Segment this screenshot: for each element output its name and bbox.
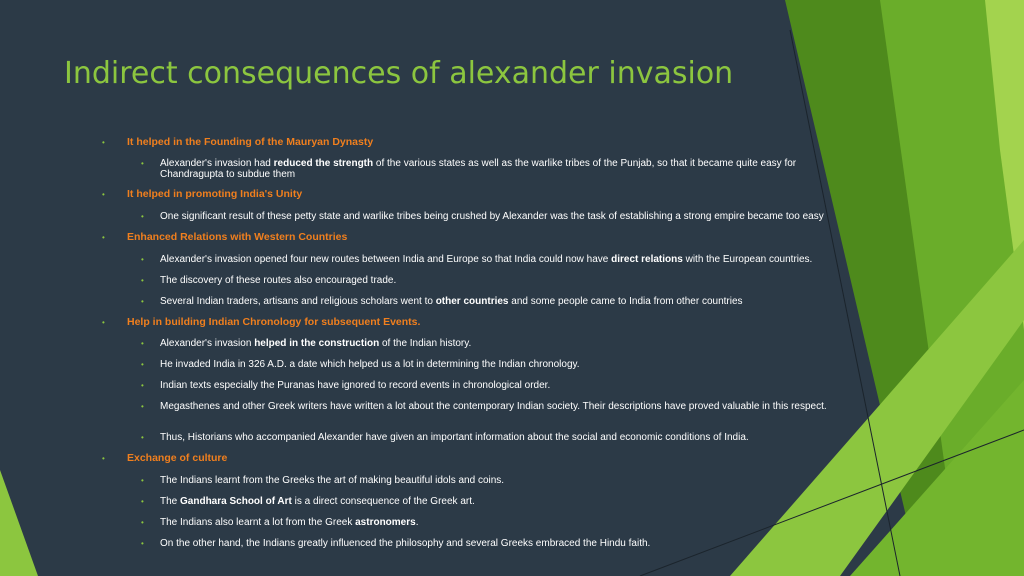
bullet: •: [141, 360, 144, 369]
bullet: •: [102, 454, 105, 463]
section-heading-chronology: [102, 317, 902, 328]
heading-text: Help in building Indian Chronology for subsequent Events.: [127, 316, 421, 328]
list-item: [141, 254, 901, 265]
bullet: •: [102, 318, 105, 327]
bullet: •: [102, 233, 105, 242]
item-text: Alexander's invasion helped in the construction of the Indian history.: [160, 338, 472, 349]
item-text: The Gandhara School of Art is a direct consequence of the Greek art.: [160, 496, 475, 507]
bullet: •: [141, 476, 144, 485]
list-item: [141, 538, 841, 549]
item-text: Megasthenes and other Greek writers have written a lot about the contemporary Indian society. Their descriptions have proved valuable in this respect.: [160, 401, 827, 412]
list-item: [141, 475, 841, 486]
list-item: [141, 338, 841, 349]
list-item: [141, 432, 901, 443]
item-text: Thus, Historians who accompanied Alexander have given an important information about the social and economic conditions of India.: [160, 432, 749, 443]
list-item: [141, 401, 841, 412]
bullet: •: [141, 433, 144, 442]
heading-text: Enhanced Relations with Western Countries: [127, 231, 348, 243]
list-item: [141, 275, 841, 286]
list-item: [141, 359, 841, 370]
bullet: •: [141, 402, 144, 411]
list-item: [141, 517, 841, 528]
item-text: He invaded India in 326 A.D. a date which helped us a lot in determining the Indian chronology.: [160, 359, 580, 370]
item-text: Alexander's invasion opened four new routes between India and Europe so that India could now have direct relations with the European countries.: [160, 254, 813, 265]
bullet: •: [102, 190, 105, 199]
list-item: [141, 296, 841, 307]
item-text: The Indians also learnt a lot from the Greek astronomers.: [160, 517, 419, 528]
section-heading-relations: [102, 232, 902, 243]
item-text: The discovery of these routes also encouraged trade.: [160, 275, 397, 286]
bullet: •: [141, 276, 144, 285]
list-item: [141, 158, 841, 180]
heading-text: Exchange of culture: [127, 452, 228, 464]
section-heading-mauryan: [102, 137, 902, 148]
section-heading-culture: [102, 453, 902, 464]
item-text: Several Indian traders, artisans and religious scholars went to other countries and some people came to India from other countries: [160, 296, 743, 307]
item-text: One significant result of these petty state and warlike tribes being crushed by Alexander was the task of establishing a strong empire became too easy: [160, 211, 824, 222]
item-text: Alexander's invasion had reduced the strength of the various states as well as the warlike tribes of the Punjab, so that it became quite easy for Chandragupta to subdue them: [160, 158, 797, 180]
bullet: •: [141, 539, 144, 548]
list-item: [141, 211, 901, 222]
item-text: Indian texts especially the Puranas have ignored to record events in chronological order.: [160, 380, 551, 391]
bullet: •: [141, 212, 144, 221]
bullet: •: [141, 297, 144, 306]
bullet: •: [141, 159, 144, 168]
bullet: •: [141, 497, 144, 506]
list-item: [141, 380, 841, 391]
item-text: The Indians learnt from the Greeks the art of making beautiful idols and coins.: [160, 475, 505, 486]
bullet: •: [141, 518, 144, 527]
list-item: [141, 496, 841, 507]
bullet: •: [141, 339, 144, 348]
heading-text: It helped in promoting India's Unity: [127, 188, 303, 200]
bullet: •: [141, 381, 144, 390]
bullet: •: [141, 255, 144, 264]
bullet: •: [102, 138, 105, 147]
slide-title: Indirect consequences of alexander invasion: [64, 56, 734, 91]
item-text: On the other hand, the Indians greatly influenced the philosophy and several Greeks embraced the Hindu faith.: [160, 538, 651, 549]
section-heading-unity: [102, 189, 902, 200]
heading-text: It helped in the Founding of the Mauryan Dynasty: [127, 136, 374, 148]
